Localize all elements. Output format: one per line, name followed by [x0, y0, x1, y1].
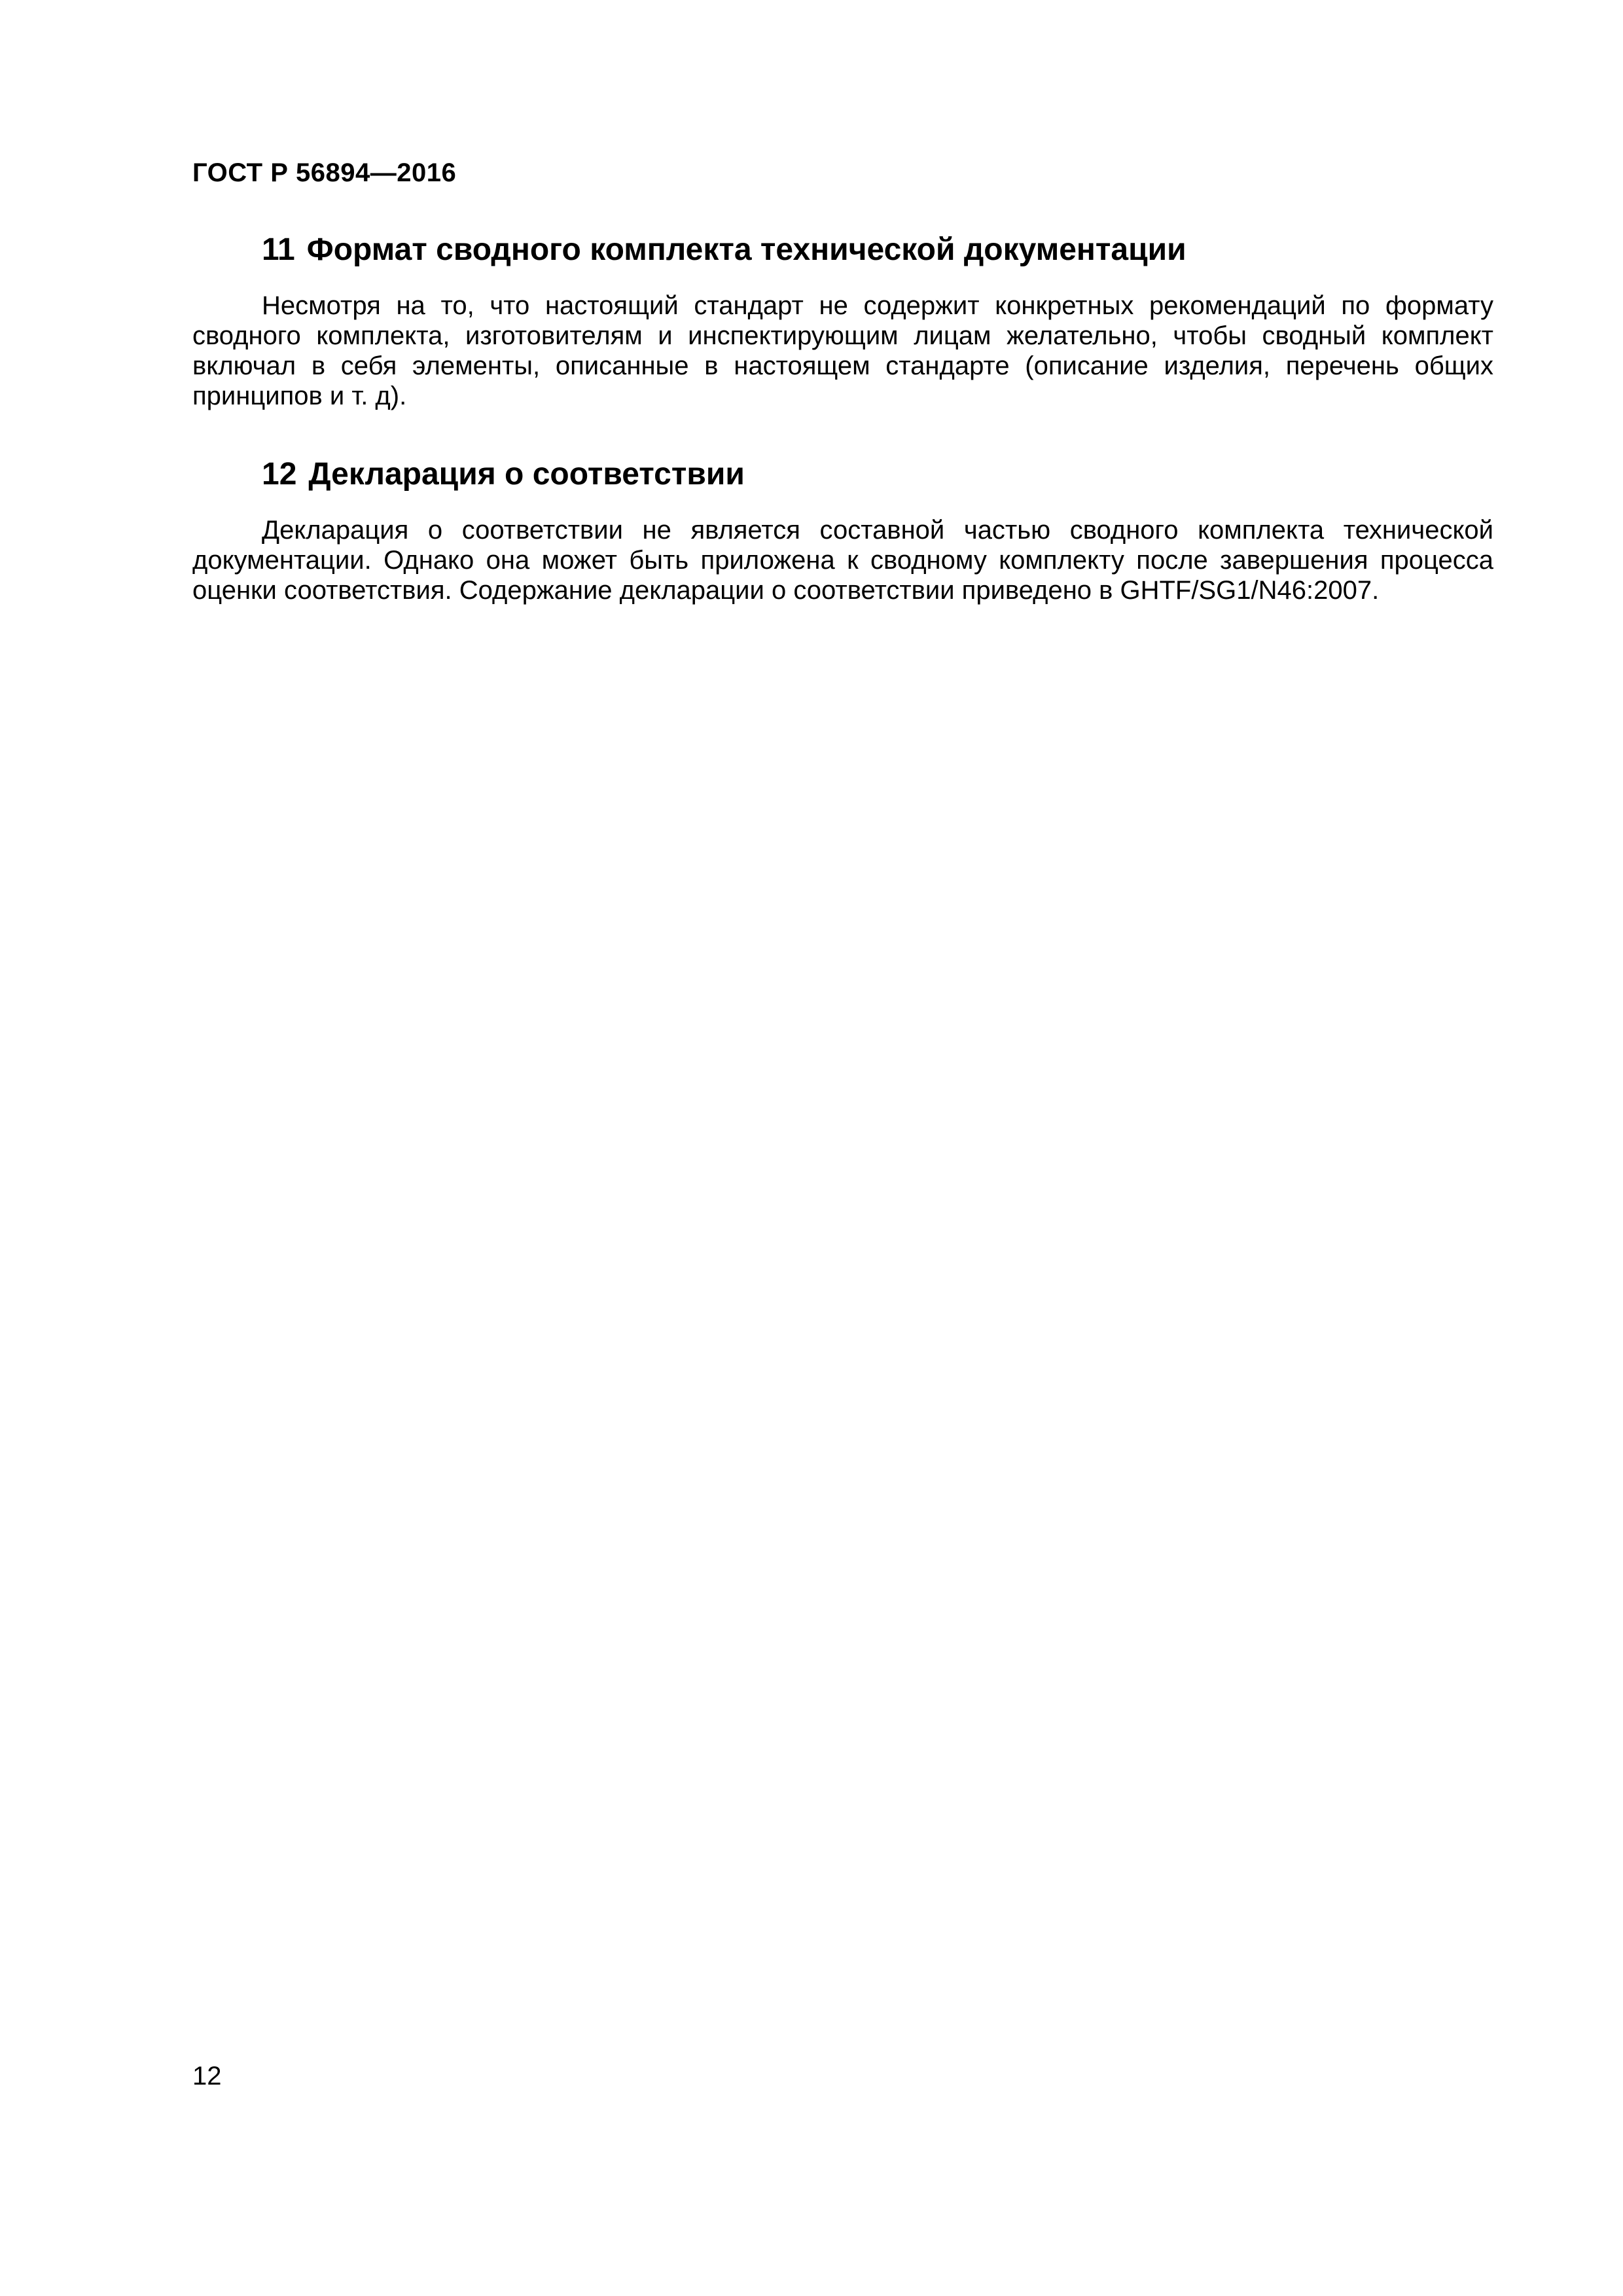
section-heading: [262, 454, 1493, 495]
section-number: 11: [262, 232, 295, 267]
section-11: [192, 229, 1493, 411]
section-paragraph: Декларация о соответствии не является составной частью сводного комплекта технической документации. Однако она может быть приложена к сводному комплекту после завершения процесса оценки соответствия. Содержание декларации о соответствии приведено в GHTF/SG1/N46:2007.: [192, 516, 1493, 605]
section-paragraph: Несмотря на то, что настоящий стандарт не содержит конкретных рекомендаций по формату сводного комплекта, изготовителям и инспектирующим лицам желательно, чтобы сводный комплект включал в себя элементы, описанные в настоящем стандарте (описание изделия, перечень общих принципов и т. д).: [192, 291, 1493, 410]
document-id-header: ГОСТ Р 56894—2016: [192, 158, 457, 187]
section-12: [192, 454, 1493, 605]
section-heading: [262, 229, 1493, 271]
section-number: 12: [262, 457, 297, 492]
section-title: Формат сводного комплекта технической документации: [306, 232, 1186, 267]
section-title: Декларация о соответствии: [308, 457, 745, 492]
page-number: 12: [192, 2062, 222, 2090]
